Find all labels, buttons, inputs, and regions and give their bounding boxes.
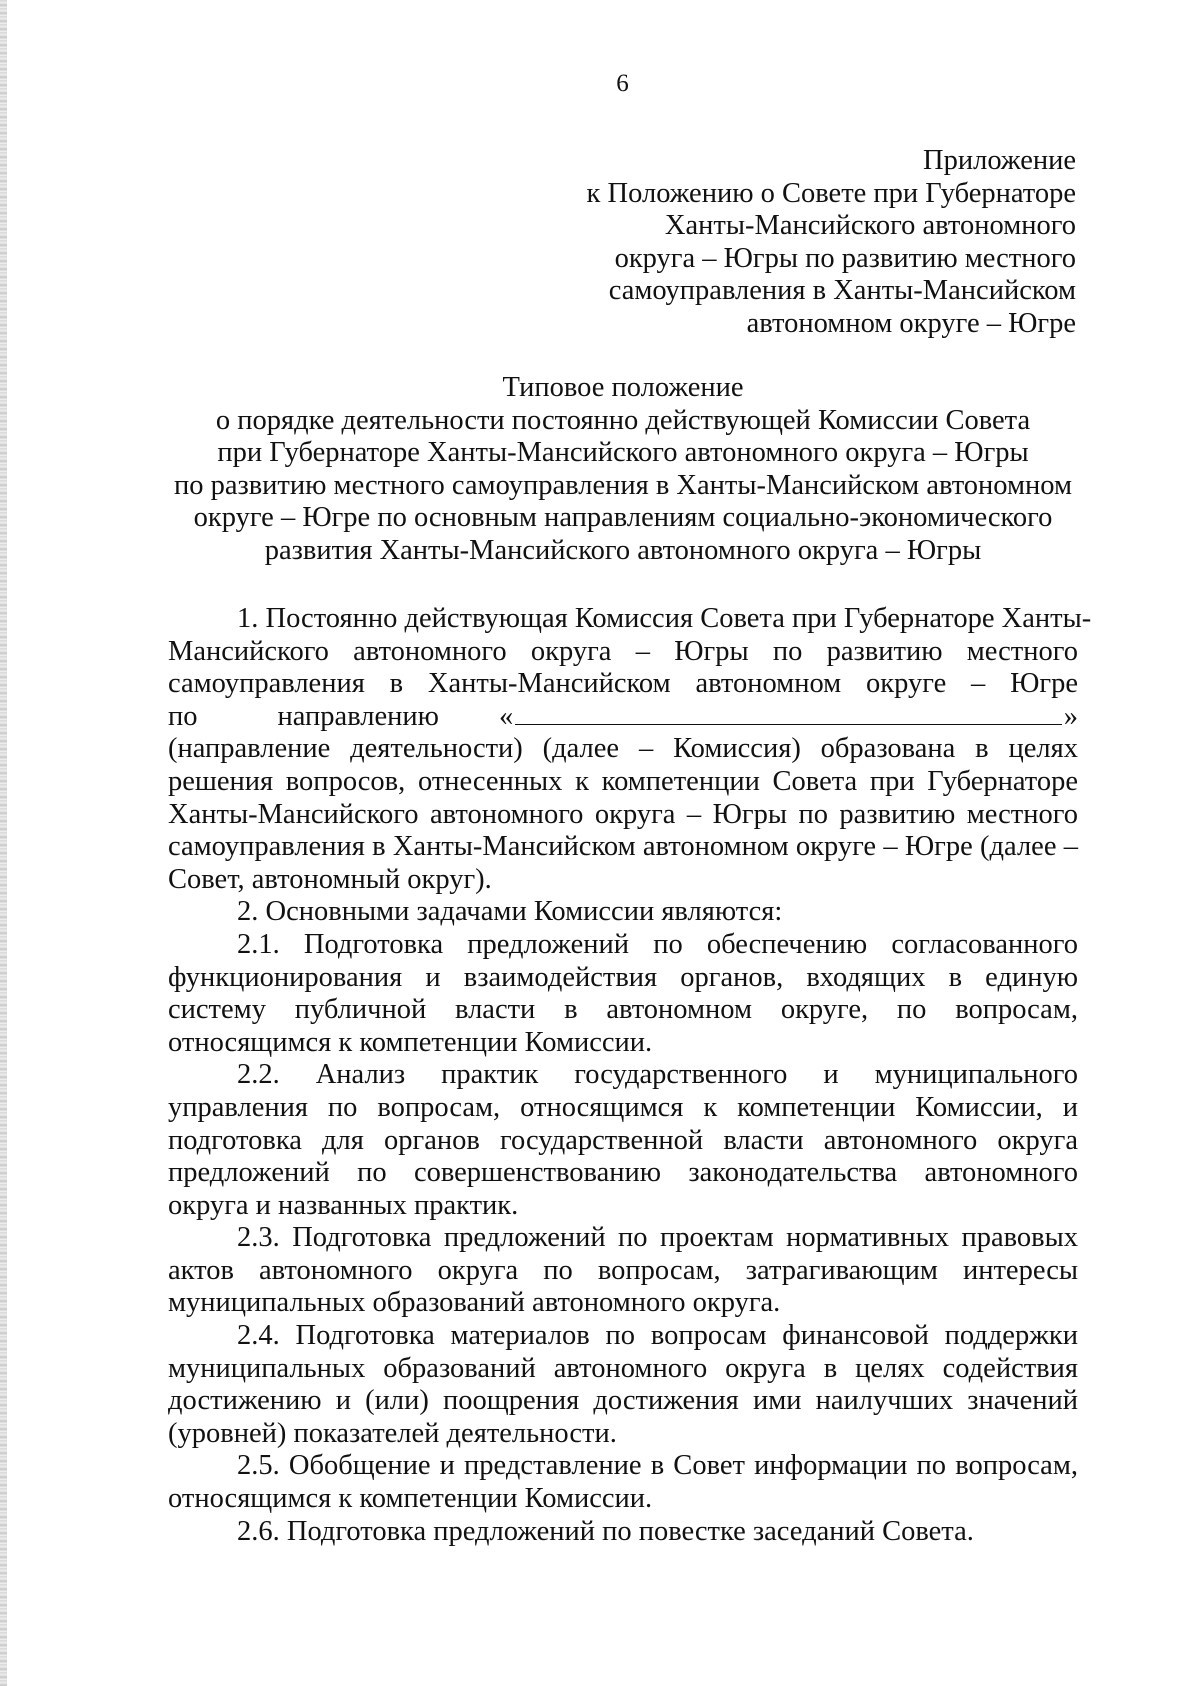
appendix-header-line: автономном округе – Югре xyxy=(746,307,1076,339)
direction-fill-in-line xyxy=(515,702,1062,725)
paragraph-2-3: 2.3. Подготовка предложений по проектам нормативных правовых актов автономного округа по вопросам, затрагивающим интересы муниципальных образований автономного округа. xyxy=(168,1222,1078,1319)
scan-edge xyxy=(0,0,7,1686)
appendix-header-line: к Положению о Совете при Губернаторе xyxy=(586,177,1076,209)
direction-label: направлению xyxy=(277,700,439,732)
paragraph-1-line: 1. Постоянно действующая Комиссия Совета при Губернаторе Ханты- xyxy=(237,603,1092,634)
appendix-header-line: Приложение xyxy=(923,145,1076,176)
quote-open: « xyxy=(498,700,514,732)
paragraph-1-line: Мансийского автономного округа – Югры по развитию местного xyxy=(168,635,1078,667)
direction-prefix: по xyxy=(168,700,198,732)
appendix-header-line: самоуправления в Ханты-Мансийском xyxy=(608,275,1076,307)
document-title-line: округе – Югре по основным направлениям социально-экономического xyxy=(193,502,1053,534)
paragraph-2-1: 2.1. Подготовка предложений по обеспечению согласованного функционирования и взаимодействия органов, входящих в единую систему публичной власти в автономном округе, по вопросам, относящимся к компетенции Комиссии. xyxy=(168,928,1078,1058)
document-title-line: по развитию местного самоуправления в Ханты-Мансийском автономном xyxy=(173,469,1073,501)
paragraph-2-5: 2.5. Обобщение и представление в Совет информации по вопросам, относящимся к компетенции Комиссии. xyxy=(168,1450,1078,1515)
appendix-header-line: округа – Югры по развитию местного xyxy=(614,242,1076,274)
paragraph-2: 2. Основными задачами Комиссии являются: xyxy=(237,896,783,928)
document-title-line: о порядке деятельности постоянно действующей Комиссии Совета xyxy=(215,404,1031,436)
paragraph-1 xyxy=(168,603,1092,896)
document-body xyxy=(168,603,1092,1548)
quote-close: » xyxy=(1063,700,1078,732)
document-title-line: Типовое положение xyxy=(502,372,744,403)
document-title xyxy=(168,372,1078,568)
appendix-header xyxy=(587,145,1076,341)
paragraph-1-continuation: (направление деятельности) (далее – Комиссия) образована в целях решения вопросов, отнесенных к компетенции Совета при Губернаторе Ханты-Мансийского автономного округа – Югры по развитию местного самоуправления в Ханты-Мансийском автономном округе – Югре (далее – Совет, автономный округ). xyxy=(168,733,1078,895)
appendix-header-line: Ханты-Мансийского автономного xyxy=(664,210,1076,242)
paragraph-2-6: 2.6. Подготовка предложений по повестке заседаний Совета. xyxy=(237,1515,974,1547)
paragraph-2-2: 2.2. Анализ практик государственного и муниципального управления по вопросам, относящимся к компетенции Комиссии, и подготовка для органов государственной власти автономного округа предложений по совершенствованию законодательства автономного округа и названных практик. xyxy=(168,1059,1078,1221)
paragraph-2-4: 2.4. Подготовка материалов по вопросам финансовой поддержки муниципальных образований автономного округа в целях содействия достижению и (или) поощрения достижения ими наилучших значений (уровней) показателей деятельности. xyxy=(168,1320,1078,1449)
paragraph-1-line: самоуправления в Ханты-Мансийском автономном округе – Югре xyxy=(168,668,1078,700)
document-title-line: развития Ханты-Мансийского автономного округа – Югры xyxy=(264,534,982,566)
document-title-line: при Губернаторе Ханты-Мансийского автономного округа – Югры xyxy=(217,437,1029,469)
direction-blank-row xyxy=(168,701,1078,734)
page-number: 6 xyxy=(616,70,629,97)
